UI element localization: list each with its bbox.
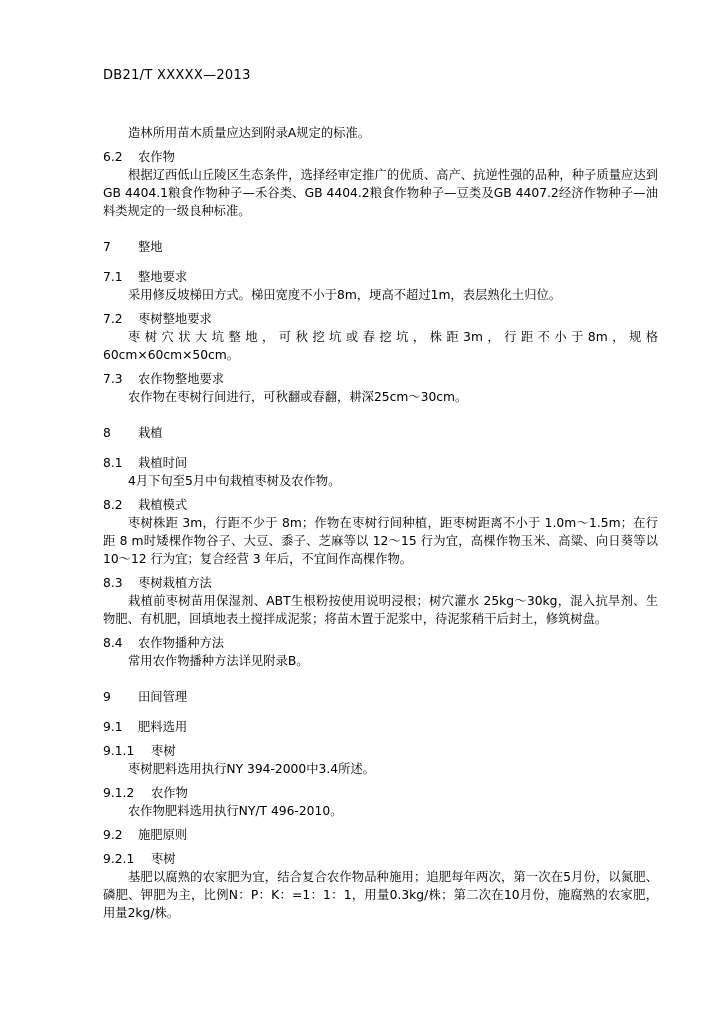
section-title: 栽植 [138,426,163,440]
section-number: 7.3 [103,372,123,386]
document-body [103,124,658,922]
section-number: 9 [103,690,111,704]
section-title: 农作物 [151,786,188,800]
paragraph: 枣树穴状大坑整地，可秋挖坑或春挖坑，株距3m，行距不小于8m，规格60cm×60cm×50cm。 [103,330,658,362]
section-heading [103,496,658,514]
paragraph: 4月下旬至5月中旬栽植枣树及农作物。 [128,474,341,488]
section-number: 9.1 [103,720,123,734]
paragraph: 造林所用苗木质量应达到附录A规定的标准。 [128,126,371,140]
section-title: 枣树 [151,744,176,758]
section-number: 7 [103,240,111,254]
paragraph: 农作物肥料选用执行NY/T 496-2010。 [128,804,343,818]
paragraph: 采用修反坡梯田方式。梯田宽度不小于8m，埂高不超过1m，表层熟化土归位。 [128,288,562,302]
section-number: 8.2 [103,498,123,512]
section-heading [103,148,658,166]
paragraph: 农作物在枣树行间进行，可秋翻或春翻，耕深25cm～30cm。 [128,390,468,404]
section-number: 9.1.2 [103,786,135,800]
section-heading [103,718,658,736]
section-heading [103,310,658,328]
section-heading [103,454,658,472]
section-heading [103,784,658,802]
section-number: 7.2 [103,312,123,326]
paragraph: 栽植前枣树苗用保湿剂、ABT生根粉按使用说明浸根；树穴灌水 25kg～30kg，混入抗旱剂、生物肥、有机肥，回填地表土搅拌成泥浆；将苗木置于泥浆中，待泥浆稍干后封土，修筑树盘。 [103,594,658,626]
section-title: 枣树 [151,852,176,866]
section-heading [103,268,658,286]
section-title: 整地要求 [138,270,188,284]
section-number: 9.2.1 [103,852,135,866]
section-heading [103,424,658,442]
section-number: 8.1 [103,456,123,470]
section-title: 农作物 [138,150,175,164]
section-number: 7.1 [103,270,123,284]
section-title: 枣树整地要求 [138,312,212,326]
section-heading [103,238,658,256]
section-title: 农作物整地要求 [138,372,225,386]
paragraph: 基肥以腐熟的农家肥为宜，结合复合农作物品种施用；追肥每年两次，第一次在5月份，以氮肥、磷肥、钾肥为主，比例N：P：K：=1：1：1，用量0.3kg/株；第二次在10月份，施腐熟的农家肥，用量2kg/株。 [103,870,658,920]
section-number: 9.2 [103,828,123,842]
paragraph: 枣树肥料选用执行NY 394-2000中3.4所述。 [128,762,375,776]
section-title: 栽植时间 [138,456,188,470]
section-heading [103,574,658,592]
section-heading [103,850,658,868]
document-id-header: DB21/T XXXXX—2013 [103,68,251,83]
paragraph: 根据辽西低山丘陵区生态条件，选择经审定推广的优质、高产、抗逆性强的品种，种子质量应达到GB 4404.1粮食作物种子—禾谷类、GB 4404.2粮食作物种子—豆类及GB 4407.2经济作物种子—油料类规定的一级良种标准。 [103,168,658,218]
paragraph: 枣树株距 3m，行距不少于 8m；作物在枣树行间种植，距枣树距离不小于 1.0m～1.5m；在行距 8 m时矮棵作物谷子、大豆、黍子、芝麻等以 12～15 行为宜，高棵作物玉米、高粱、向日葵等以 10～12 行为宜；复合经营 3 年后，不宜间作高棵作物。 [103,516,658,566]
paragraph: 常用农作物播种方法详见附录B。 [128,654,309,668]
section-heading [103,826,658,844]
section-number: 6.2 [103,150,123,164]
section-heading [103,370,658,388]
section-number: 8 [103,426,111,440]
section-title: 枣树栽植方法 [138,576,212,590]
section-title: 施肥原则 [138,828,188,842]
section-title: 田间管理 [138,690,188,704]
section-title: 整地 [138,240,163,254]
section-heading [103,688,658,706]
section-number: 8.4 [103,636,123,650]
section-title: 栽植模式 [138,498,188,512]
section-number: 8.3 [103,576,123,590]
section-heading [103,634,658,652]
section-heading [103,742,658,760]
section-title: 肥料选用 [138,720,188,734]
section-title: 农作物播种方法 [138,636,225,650]
section-number: 9.1.1 [103,744,135,758]
